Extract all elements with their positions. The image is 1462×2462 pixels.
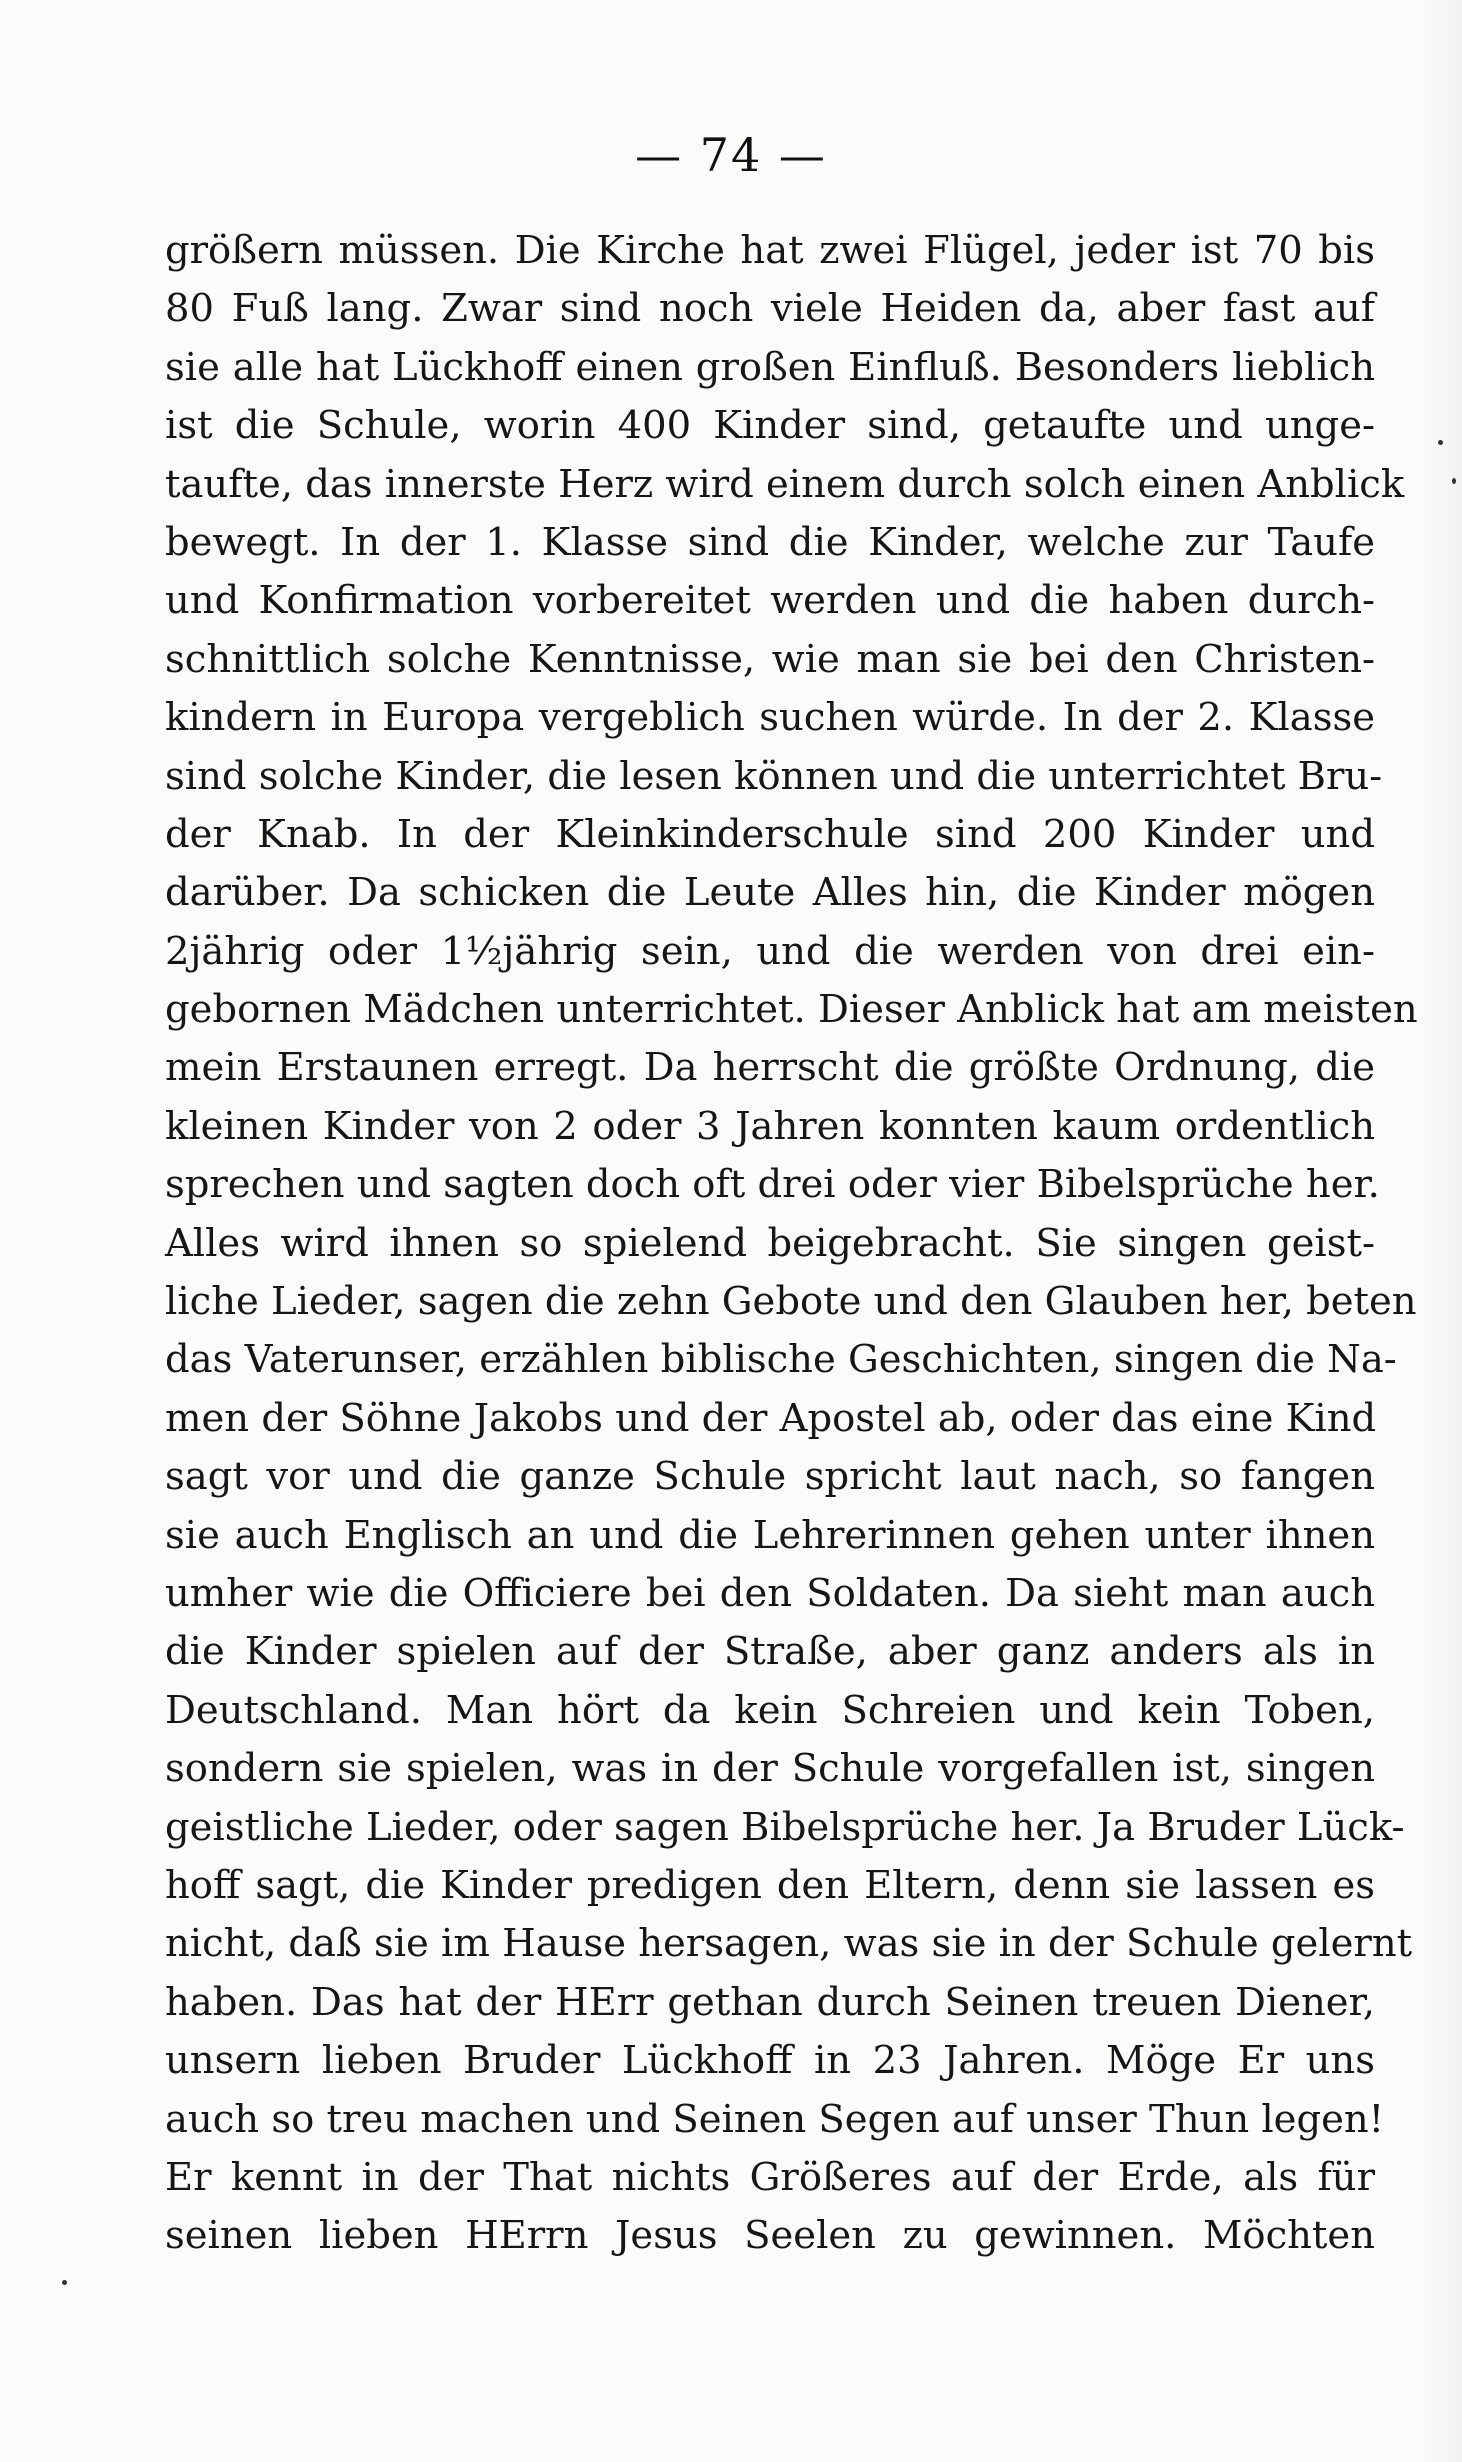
text-line: sie auch Englisch an und die Lehrerinnen gehen unter ihnen [165, 1512, 1375, 1558]
text-line: und Konfirmation vorbereitet werden und die haben durch- [165, 578, 1375, 624]
text-line: geistliche Lieder, oder sagen Bibelsprüche her. Ja Bruder Lück- [165, 1804, 1405, 1850]
text-line: umher wie die Officiere bei den Soldaten. Da sieht man auch [165, 1570, 1375, 1616]
text-line: mein Erstaunen erregt. Da herrscht die größte Ordnung, die [165, 1045, 1375, 1091]
text-line: der Knab. In der Kleinkinderschule sind 200 Kinder und [165, 811, 1375, 857]
print-speck [62, 2280, 67, 2285]
text-line: die Kinder spielen auf der Straße, aber ganz anders als in [165, 1629, 1375, 1675]
text-line: sondern sie spielen, was in der Schule vorgefallen ist, singen [165, 1746, 1375, 1792]
text-line: 80 Fuß lang. Zwar sind noch viele Heiden da, aber fast auf [165, 286, 1375, 332]
text-line: Alles wird ihnen so spielend beigebracht. Sie singen geist- [165, 1220, 1375, 1266]
text-line: ist die Schule, worin 400 Kinder sind, getaufte und unge- [165, 403, 1375, 449]
text-line: nicht, daß sie im Hause hersagen, was sie in der Schule gelernt [165, 1921, 1413, 1967]
text-line: auch so treu machen und Seinen Segen auf unser Thun legen! [165, 2096, 1385, 2142]
text-line: schnittlich solche Kenntnisse, wie man sie bei den Christen- [165, 636, 1375, 682]
text-line: unsern lieben Bruder Lückhoff in 23 Jahren. Möge Er uns [165, 2038, 1375, 2084]
text-line: sie alle hat Lückhoff einen großen Einfluß. Besonders lieblich [165, 344, 1375, 390]
text-line: hoff sagt, die Kinder predigen den Eltern, denn sie lassen es [165, 1862, 1375, 1908]
text-line: darüber. Da schicken die Leute Alles hin, die Kinder mögen [165, 870, 1375, 916]
text-line: sind solche Kinder, die lesen können und die unterrichtet Bru- [165, 753, 1383, 799]
text-line: gebornen Mädchen unterrichtet. Dieser Anblick hat am meisten [165, 987, 1418, 1033]
text-line: Deutschland. Man hört da kein Schreien und kein Toben, [165, 1687, 1375, 1733]
text-line: sprechen und sagten doch oft drei oder vier Bibelsprüche her. [165, 1162, 1380, 1208]
text-line: haben. Das hat der HErr gethan durch Seinen treuen Diener, [165, 1979, 1375, 2025]
text-line: größern müssen. Die Kirche hat zwei Flügel, jeder ist 70 bis [165, 228, 1375, 273]
text-line: das Vaterunser, erzählen biblische Geschichten, singen die Na- [165, 1337, 1397, 1383]
text-line: kindern in Europa vergeblich suchen würde. In der 2. Klasse [165, 695, 1375, 741]
text-line: Er kennt in der That nichts Größeres auf der Erde, als für [165, 2154, 1375, 2200]
text-line: kleinen Kinder von 2 oder 3 Jahren konnten kaum ordentlich [165, 1103, 1375, 1149]
body-text [165, 222, 1418, 2266]
text-line: 2jährig oder 1½jährig sein, und die werden von drei ein- [165, 928, 1375, 974]
print-speck [1452, 478, 1456, 484]
text-line: bewegt. In der 1. Klasse sind die Kinder, welche zur Taufe [165, 519, 1375, 565]
text-line: seinen lieben HErrn Jesus Seelen zu gewinnen. Möchten [165, 2213, 1375, 2259]
page-number: — 74 — [635, 128, 827, 182]
print-speck [1438, 440, 1443, 445]
page-edge-shadow [1420, 0, 1462, 2462]
text-line: taufte, das innerste Herz wird einem durch solch einen Anblick [165, 461, 1405, 507]
text-line: sagt vor und die ganze Schule spricht laut nach, so fangen [165, 1454, 1375, 1500]
text-line: liche Lieder, sagen die zehn Gebote und den Glauben her, beten [165, 1279, 1417, 1325]
text-line: men der Söhne Jakobs und der Apostel ab, oder das eine Kind [165, 1395, 1377, 1441]
